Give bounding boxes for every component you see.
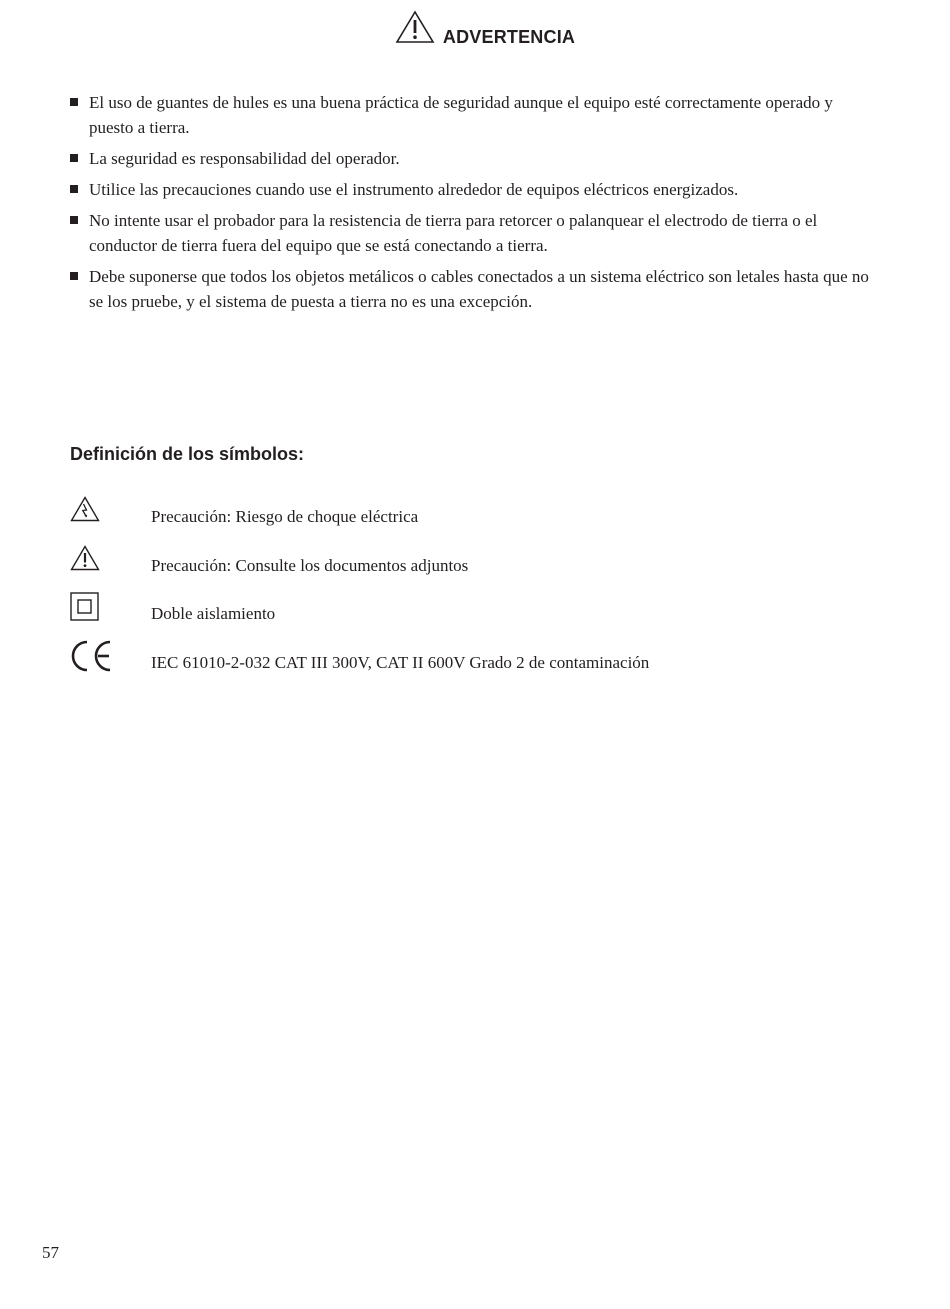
symbol-label: IEC 61010-2-032 CAT III 300V, CAT II 600V Grado 2 de contaminación [151, 653, 650, 672]
double-insulation-icon [70, 592, 100, 622]
warning-title: ADVERTENCIA [442, 27, 576, 47]
symbols-heading: Definición de los símbolos: [70, 444, 305, 464]
warning-item [70, 90, 880, 140]
warning-text: No intente usar el probador para la resistencia de tierra para retorcer o palanquear el electrodo de tierra o el conductor de tierra fuera del equipo que se está conectando a tierra. [89, 211, 818, 255]
symbol-label: Doble aislamiento [151, 604, 276, 623]
warning-text: Debe suponerse que todos los objetos metálicos o cables conectados a un sistema eléctrico son letales hasta que no se los pruebe, y el sistema de puesta a tierra no es una excepción. [89, 267, 869, 311]
symbol-row-caution [70, 545, 870, 585]
warning-item [70, 264, 880, 314]
symbol-label: Precaución: Consulte los documentos adjuntos [151, 556, 469, 575]
warning-item [70, 146, 880, 171]
bullet-square-icon [70, 272, 78, 280]
symbol-row-electric-shock [70, 496, 870, 536]
bullet-square-icon [70, 216, 78, 224]
caution-exclamation-icon [70, 545, 100, 571]
symbol-label: Precaución: Riesgo de choque eléctrica [151, 507, 419, 526]
warning-text: Utilice las precauciones cuando use el instrumento alrededor de equipos eléctricos energizados. [89, 180, 739, 199]
bullet-square-icon [70, 185, 78, 193]
warning-header [0, 10, 950, 47]
warning-text: El uso de guantes de hules es una buena práctica de seguridad aunque el equipo esté correctamente operado y puesto a tierra. [89, 93, 833, 137]
ce-mark-icon [70, 640, 114, 672]
warning-list [70, 90, 880, 320]
warning-text: La seguridad es responsabilidad del operador. [89, 149, 400, 168]
warning-triangle-icon [395, 10, 435, 44]
symbol-row-double-insulation [70, 592, 870, 632]
warning-header-inner [395, 10, 576, 47]
symbol-row-ce-mark [70, 640, 870, 680]
warning-item [70, 208, 880, 258]
bullet-square-icon [70, 98, 78, 106]
bullet-square-icon [70, 154, 78, 162]
warning-item [70, 177, 880, 202]
page-number: 57 [42, 1243, 59, 1262]
electric-shock-warning-icon [70, 496, 100, 522]
